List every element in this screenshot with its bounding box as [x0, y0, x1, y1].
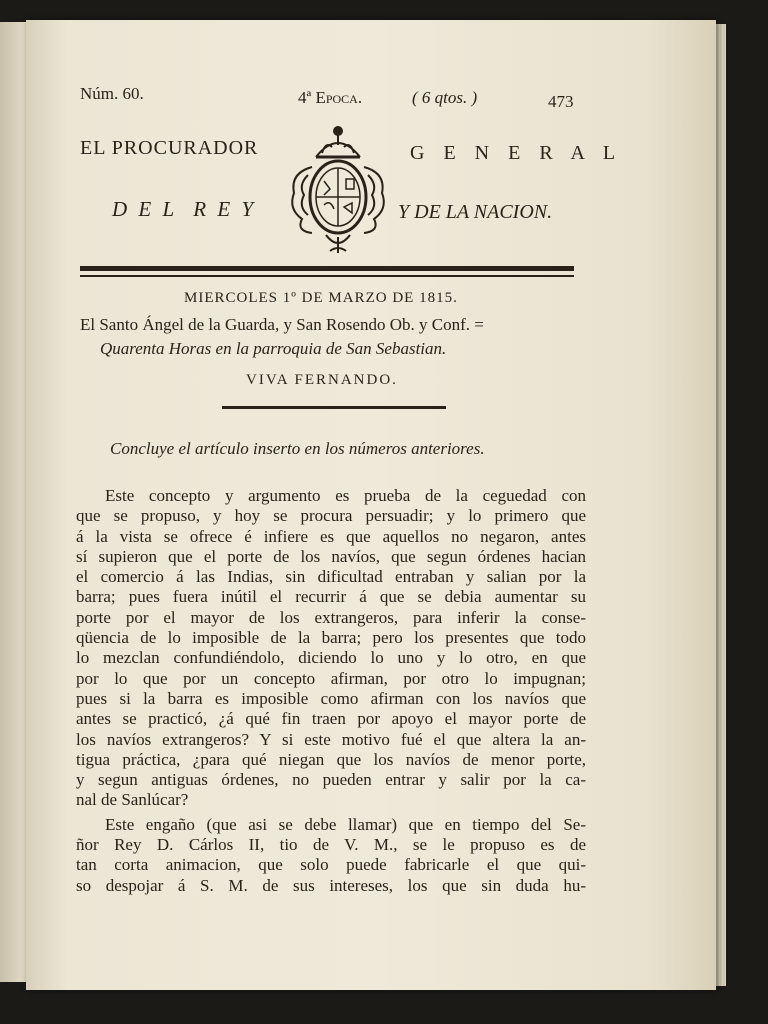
text-line: tigua práctica, ¿para qué niegan que los navíos de menor porte, — [76, 749, 586, 769]
masthead-rule-thick — [80, 266, 574, 271]
text-line: ñor Rey D. Cárlos II, tio de V. M., se le propuso es de — [76, 835, 586, 855]
text-line: Este concepto y argumento es prueba de la ceguedad con — [105, 486, 586, 505]
page-number: 473 — [548, 92, 574, 111]
text-line: sí supieron que el porte de los navíos, que segun órdenes hacian — [76, 546, 586, 566]
epoch: 4ª Epoca. — [298, 88, 363, 107]
text-line: y segun antiguas órdenes, no pueden entrar y salir por la ca- — [76, 770, 586, 790]
text-line: pues si la barra es imposible como afirman con los navíos que — [76, 688, 586, 708]
masthead-rule-thin — [80, 275, 574, 277]
text-line: por lo que por un concepto afirman, por otro lo impugnan; — [76, 668, 586, 688]
article-heading: Concluye el artículo inserto en los números anteriores. — [110, 439, 485, 458]
text-line: antes se practicó, ¿á qué fin traen por apoyo el mayor porte de — [76, 709, 586, 729]
motto-rule — [222, 406, 446, 409]
masthead-left-top: EL PROCURADOR — [80, 137, 259, 159]
issue-number: Núm. 60. — [80, 84, 144, 103]
motto: VIVA FERNANDO. — [246, 372, 398, 388]
qtos: ( 6 qtos. ) — [412, 88, 478, 107]
text-line: que se propuso, y hoy se procura persuadir; y lo primero que — [76, 506, 586, 526]
masthead-left-bottom: D E L R E Y — [112, 197, 257, 221]
date-line: MIERCOLES 1º DE MARZO DE 1815. — [184, 290, 458, 306]
text-line: lo mezclan confundiéndolo, diciendo lo uno y lo otro, en que — [76, 648, 586, 668]
text-line: los navíos extrangeros? Y si este motivo fué el que altera la an- — [76, 729, 586, 749]
text-line: barra; pues fuera inútil el recurrir á que se debia aumentar su — [76, 587, 586, 607]
text-line: el comercio á las Indias, sin dificultad entraban y salian por la — [76, 567, 586, 587]
text-line: tan corta animacion, que solo puede fabricarle el que qui- — [76, 855, 586, 875]
text-line: so despojar á S. M. de sus intereses, los que sin duda hu- — [76, 875, 586, 895]
text-line: porte por el mayor de los extrangeros, para inferir la conse- — [76, 607, 586, 627]
masthead-right-top: G E N E R A L — [410, 142, 623, 164]
text-line: qüencia de lo imposible de la barra; pero los presentes que todo — [76, 628, 586, 648]
masthead-right-bottom: Y DE LA NACION. — [398, 201, 553, 223]
royal-coat-of-arms-icon — [286, 123, 390, 257]
text-line: á la vista se ofrece é infiere es que aquellos no negaron, antes — [76, 526, 586, 546]
text-line: Este engaño (que asi se debe llamar) que en tiempo del Se- — [105, 814, 586, 834]
text-line: nal de Sanlúcar? — [76, 790, 189, 810]
article-body — [76, 486, 586, 896]
saint-line: El Santo Ángel de la Guarda, y San Rosendo Ob. y Conf. = — [80, 315, 484, 334]
forty-hours-line: Quarenta Horas en la parroquia de San Sebastian. — [100, 339, 447, 358]
